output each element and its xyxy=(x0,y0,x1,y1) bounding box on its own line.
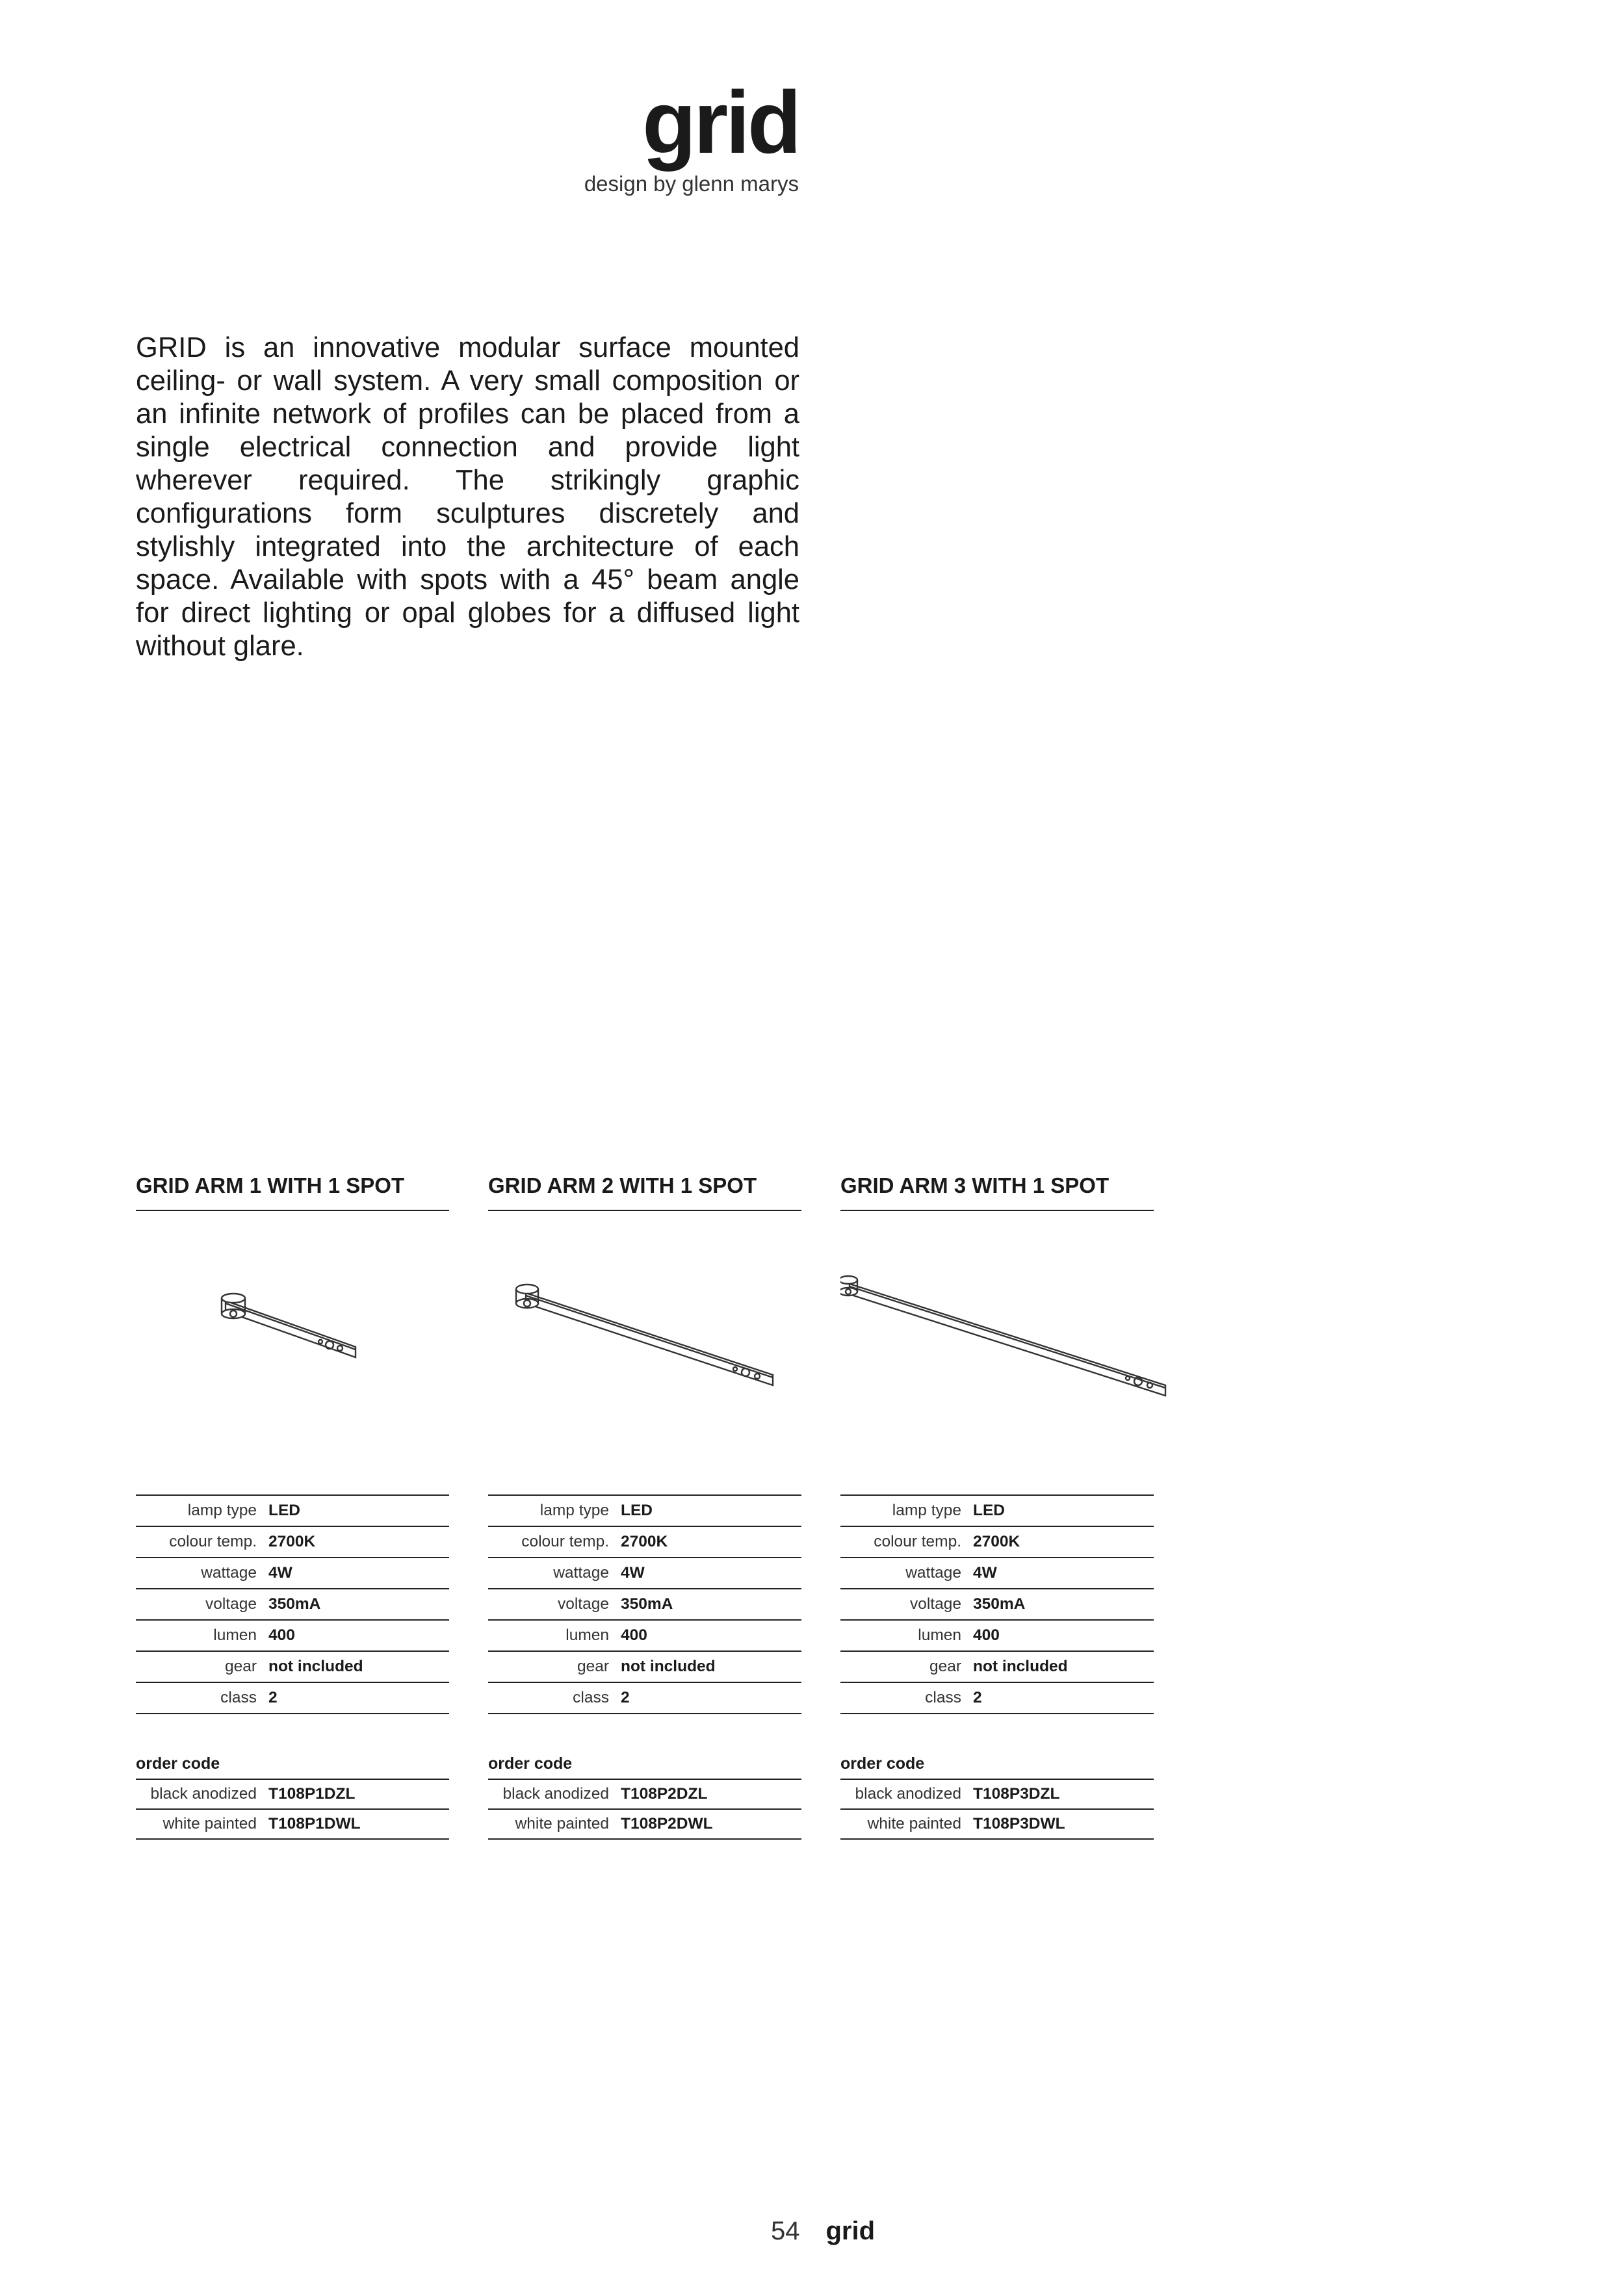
spec-value: 2700K xyxy=(973,1526,1154,1558)
spec-table xyxy=(488,1494,801,1714)
order-finish: white painted xyxy=(488,1809,621,1839)
spec-row xyxy=(136,1589,449,1620)
order-code-heading: order code xyxy=(840,1755,925,1773)
spec-label: class xyxy=(136,1682,268,1714)
spec-label: lumen xyxy=(840,1620,973,1651)
spec-label: gear xyxy=(136,1651,268,1682)
spec-label: lumen xyxy=(136,1620,268,1651)
grid-arm-2-drawing xyxy=(488,1251,813,1414)
spec-table xyxy=(840,1494,1154,1714)
spec-value: 2700K xyxy=(268,1526,449,1558)
spec-row xyxy=(840,1620,1154,1651)
product-title: GRID ARM 3 WITH 1 SPOT xyxy=(840,1173,1154,1211)
spec-row xyxy=(840,1682,1154,1714)
order-row xyxy=(488,1809,801,1839)
page-footer xyxy=(771,2217,875,2246)
spec-label: wattage xyxy=(488,1558,621,1589)
spec-label: voltage xyxy=(488,1589,621,1620)
spec-row xyxy=(840,1558,1154,1589)
order-code: T108P3DWL xyxy=(973,1809,1154,1839)
order-finish: white painted xyxy=(840,1809,973,1839)
spec-label: lamp type xyxy=(136,1495,268,1526)
product-grid-arm-1 xyxy=(136,1173,449,1833)
spec-row xyxy=(136,1682,449,1714)
spec-label: colour temp. xyxy=(136,1526,268,1558)
spec-label: class xyxy=(840,1682,973,1714)
order-code: T108P3DZL xyxy=(973,1779,1154,1809)
page-title: grid xyxy=(642,73,799,172)
spec-label: gear xyxy=(840,1651,973,1682)
spec-row xyxy=(488,1558,801,1589)
spec-row xyxy=(136,1526,449,1558)
page-header xyxy=(584,73,799,196)
order-row xyxy=(840,1809,1154,1839)
grid-arm-3-drawing xyxy=(840,1251,1204,1414)
spec-row xyxy=(488,1495,801,1526)
spec-label: lumen xyxy=(488,1620,621,1651)
spec-value: 350mA xyxy=(268,1589,449,1620)
order-code-table xyxy=(488,1779,801,1840)
order-code: T108P2DWL xyxy=(621,1809,801,1839)
spec-label: colour temp. xyxy=(840,1526,973,1558)
spec-row xyxy=(840,1589,1154,1620)
spec-label: voltage xyxy=(840,1589,973,1620)
spec-value: 2 xyxy=(973,1682,1154,1714)
spec-row xyxy=(840,1651,1154,1682)
spec-value: 350mA xyxy=(621,1589,801,1620)
spec-value: 4W xyxy=(268,1558,449,1589)
page-number: 54 xyxy=(771,2217,800,2245)
spec-label: lamp type xyxy=(488,1495,621,1526)
spec-row xyxy=(840,1495,1154,1526)
spec-row xyxy=(136,1495,449,1526)
product-title: GRID ARM 1 WITH 1 SPOT xyxy=(136,1173,449,1211)
order-code-heading: order code xyxy=(136,1755,220,1773)
order-code: T108P1DZL xyxy=(268,1779,449,1809)
product-title: GRID ARM 2 WITH 1 SPOT xyxy=(488,1173,801,1211)
order-finish: black anodized xyxy=(488,1779,621,1809)
order-row xyxy=(136,1779,449,1809)
order-finish: white painted xyxy=(136,1809,268,1839)
order-row xyxy=(840,1779,1154,1809)
order-row xyxy=(488,1779,801,1809)
order-finish: black anodized xyxy=(136,1779,268,1809)
spec-value: not included xyxy=(973,1651,1154,1682)
product-grid-arm-2 xyxy=(488,1173,801,1833)
order-code: T108P1DWL xyxy=(268,1809,449,1839)
spec-label: voltage xyxy=(136,1589,268,1620)
spec-label: wattage xyxy=(840,1558,973,1589)
spec-row xyxy=(488,1651,801,1682)
spec-value: not included xyxy=(621,1651,801,1682)
spec-value: 400 xyxy=(973,1620,1154,1651)
spec-row xyxy=(488,1682,801,1714)
spec-row xyxy=(840,1526,1154,1558)
product-description: GRID is an innovative modular surface mounted ceiling- or wall system. A very small composition or an infinite network of profiles can be placed from a single electrical connection and provide light wherever required. The strikingly graphic configurations form sculptures discretely and stylishly integrated into the architecture of each space. Available with spots with a 45° beam angle for direct lighting or opal globes for a diffused light without glare. xyxy=(136,332,799,662)
order-code: T108P2DZL xyxy=(621,1779,801,1809)
spec-row xyxy=(488,1589,801,1620)
order-row xyxy=(136,1809,449,1839)
grid-arm-1-drawing xyxy=(136,1251,461,1414)
spec-label: gear xyxy=(488,1651,621,1682)
order-code-heading: order code xyxy=(488,1755,573,1773)
spec-value: LED xyxy=(268,1495,449,1526)
spec-label: colour temp. xyxy=(488,1526,621,1558)
spec-value: 2 xyxy=(621,1682,801,1714)
spec-label: class xyxy=(488,1682,621,1714)
order-finish: black anodized xyxy=(840,1779,973,1809)
spec-label: wattage xyxy=(136,1558,268,1589)
spec-value: 400 xyxy=(621,1620,801,1651)
order-code-table xyxy=(136,1779,449,1840)
footer-title: grid xyxy=(825,2217,876,2245)
product-grid-arm-3 xyxy=(840,1173,1154,1833)
order-code-table xyxy=(840,1779,1154,1840)
spec-value: 400 xyxy=(268,1620,449,1651)
spec-table xyxy=(136,1494,449,1714)
spec-row xyxy=(136,1620,449,1651)
spec-value: LED xyxy=(973,1495,1154,1526)
spec-value: 2700K xyxy=(621,1526,801,1558)
spec-row xyxy=(488,1526,801,1558)
spec-value: 2 xyxy=(268,1682,449,1714)
spec-value: not included xyxy=(268,1651,449,1682)
spec-value: LED xyxy=(621,1495,801,1526)
spec-label: lamp type xyxy=(840,1495,973,1526)
spec-row xyxy=(488,1620,801,1651)
spec-row xyxy=(136,1558,449,1589)
spec-value: 350mA xyxy=(973,1589,1154,1620)
designer-credit: design by glenn marys xyxy=(584,172,799,196)
spec-value: 4W xyxy=(973,1558,1154,1589)
spec-row xyxy=(136,1651,449,1682)
spec-value: 4W xyxy=(621,1558,801,1589)
